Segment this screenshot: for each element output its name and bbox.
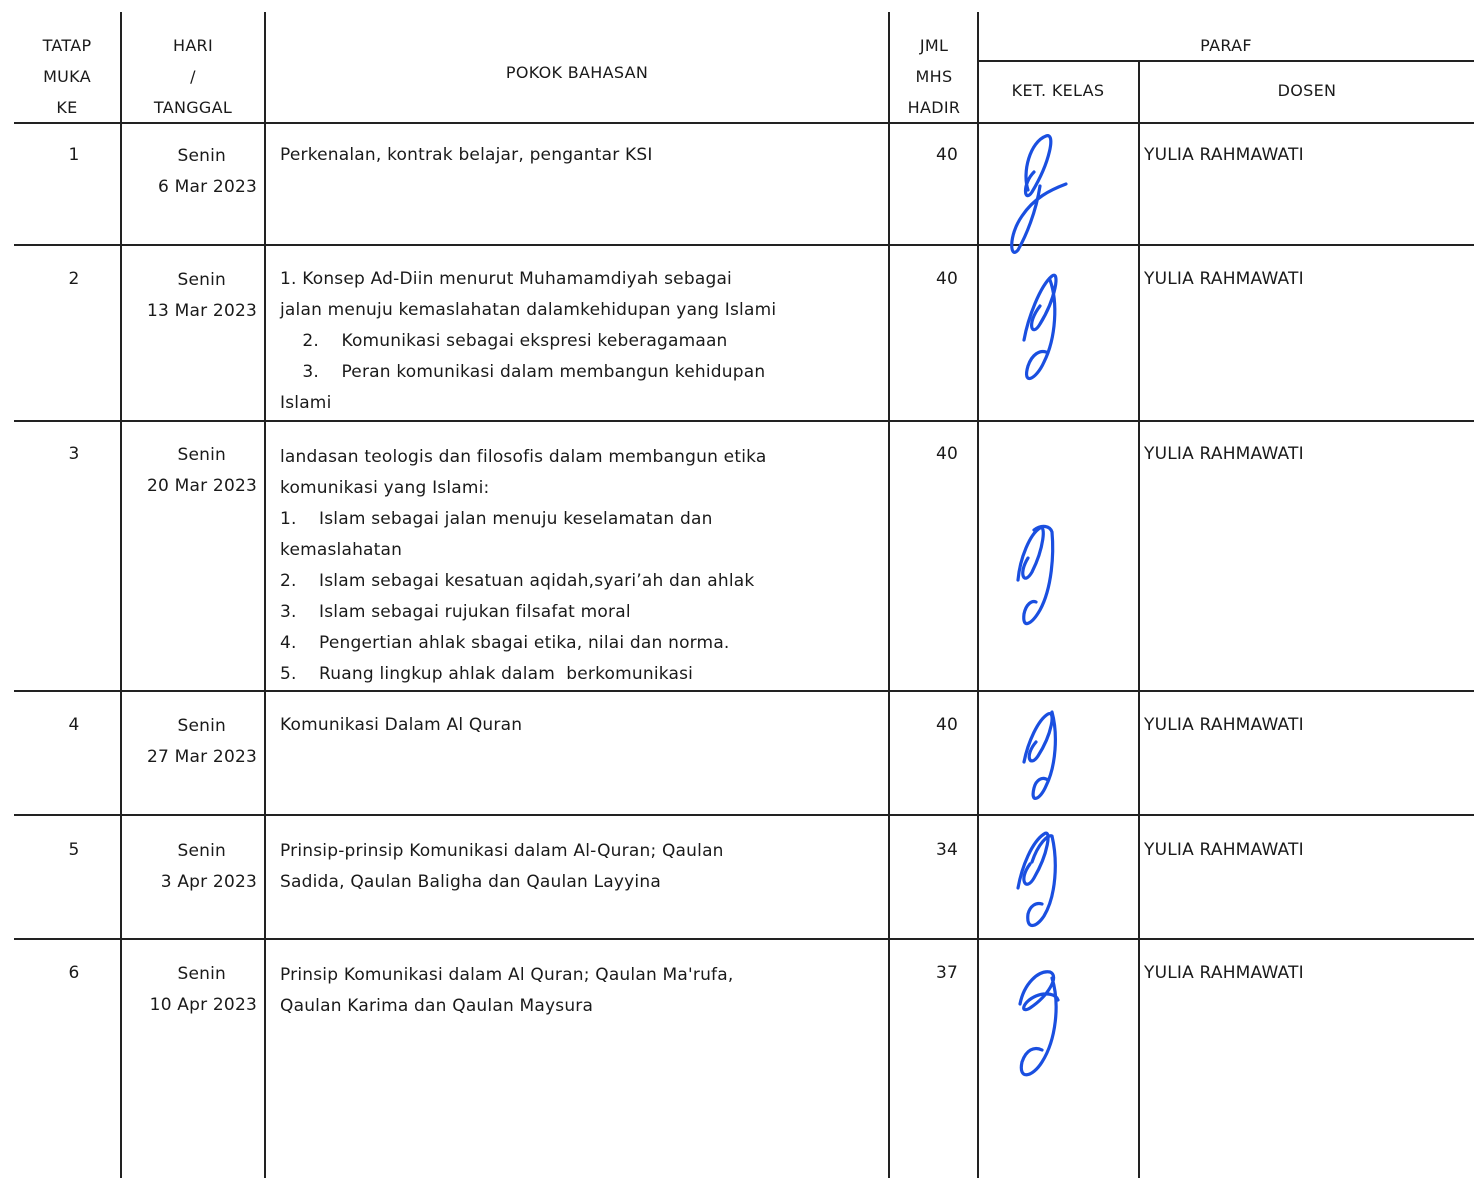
rule-col-3: [888, 12, 890, 1178]
signature-row-1: [1000, 132, 1080, 260]
rule-col-2: [264, 12, 266, 1178]
header-hari-line: TANGGAL: [153, 98, 233, 117]
rule-col-4: [977, 12, 979, 1178]
row-6-topic: [280, 960, 733, 1022]
row-1-number: 1: [68, 145, 80, 165]
header-tatap: [14, 30, 120, 123]
row-2-number: 2: [68, 269, 80, 289]
row-2-topic: [280, 264, 776, 419]
row-4-number: 4: [68, 715, 80, 735]
signature-row-6: [1006, 964, 1074, 1084]
row-2-day: Senin: [177, 270, 226, 290]
row-1-dosen: YULIA RAHMAWATI: [1144, 145, 1304, 165]
row-4-dosen: YULIA RAHMAWATI: [1144, 715, 1304, 735]
topic-line: Perkenalan, kontrak belajar, pengantar KSI: [280, 145, 653, 165]
topic-line: kemaslahatan: [280, 540, 403, 560]
row-3-jml: 40: [935, 444, 958, 464]
header-jml: [890, 30, 978, 123]
topic-line: 1. Islam sebagai jalan menuju keselamatan dan: [280, 509, 713, 529]
topic-line: 1. Konsep Ad-Diin menurut Muhamamdiyah sebagai: [280, 269, 732, 289]
topic-line: jalan menuju kemaslahatan dalamkehidupan yang Islami: [280, 300, 777, 320]
row-3-dosen: YULIA RAHMAWATI: [1144, 444, 1304, 464]
row-2-date: 13 Mar 2023: [147, 301, 257, 321]
row-6-dosen: YULIA RAHMAWATI: [1144, 963, 1304, 983]
header-jml-line: JML: [919, 36, 949, 55]
row-2-dosen: YULIA RAHMAWATI: [1144, 269, 1304, 289]
row-6-number: 6: [68, 963, 80, 983]
topic-line: Sadida, Qaulan Baligha dan Qaulan Layyina: [280, 872, 661, 892]
row-5-topic: [280, 836, 724, 898]
row-4-day: Senin: [177, 716, 226, 736]
signature-row-3: [1006, 518, 1076, 634]
row-3-topic: [280, 442, 766, 690]
row-1-day: Senin: [177, 146, 226, 166]
header-tatap-line: TATAP: [42, 36, 92, 55]
row-3-day: Senin: [177, 445, 226, 465]
header-jml-line: MHS: [915, 67, 953, 86]
row-2-jml: 40: [935, 269, 958, 289]
topic-line: 2. Islam sebagai kesatuan aqidah,syari’ah dan ahlak: [280, 571, 755, 591]
topic-line: 5. Ruang lingkup ahlak dalam berkomunikasi: [280, 664, 694, 684]
row-1-jml: 40: [935, 145, 958, 165]
rule-row-1: [14, 244, 1474, 246]
row-6-day: Senin: [177, 964, 226, 984]
rule-row-4: [14, 814, 1474, 816]
rule-row-5: [14, 938, 1474, 940]
row-4-date: 27 Mar 2023: [147, 747, 257, 767]
row-5-dosen: YULIA RAHMAWATI: [1144, 840, 1304, 860]
topic-line: 3. Islam sebagai rujukan filsafat moral: [280, 602, 631, 622]
topic-line: Prinsip-prinsip Komunikasi dalam Al-Quran; Qaulan: [280, 841, 724, 861]
signature-row-4: [1012, 704, 1076, 808]
signature-row-2: [1010, 262, 1080, 390]
signature-row-5: [1008, 822, 1076, 932]
row-6-date: 10 Apr 2023: [149, 995, 257, 1015]
rule-col-5: [1138, 60, 1140, 1178]
row-5-number: 5: [68, 840, 80, 860]
header-pokok: POKOK BAHASAN: [505, 63, 649, 82]
topic-line: 3. Peran komunikasi dalam membangun kehidupan: [280, 362, 766, 382]
row-3-date: 20 Mar 2023: [147, 476, 257, 496]
row-1-date: 6 Mar 2023: [158, 177, 257, 197]
row-4-jml: 40: [935, 715, 958, 735]
topic-line: komunikasi yang Islami:: [280, 478, 490, 498]
header-jml-line: HADIR: [907, 98, 961, 117]
row-6-jml: 37: [935, 963, 958, 983]
topic-line: 4. Pengertian ahlak sbagai etika, nilai dan norma.: [280, 633, 730, 653]
topic-line: Qaulan Karima dan Qaulan Maysura: [280, 996, 594, 1016]
header-dosen: DOSEN: [1277, 81, 1337, 100]
header-paraf: PARAF: [1200, 36, 1252, 55]
topic-line: Islami: [280, 393, 332, 413]
header-hari-line: /: [190, 67, 196, 86]
header-hari-line: HARI: [172, 36, 213, 55]
topic-line: 2. Komunikasi sebagai ekspresi keberagamaan: [280, 331, 728, 351]
header-tatap-line: MUKA: [43, 67, 91, 86]
header-ket-kelas: KET. KELAS: [1011, 81, 1105, 100]
row-5-day: Senin: [177, 841, 226, 861]
topic-line: landasan teologis dan filosofis dalam membangun etika: [280, 447, 767, 467]
row-3-number: 3: [68, 444, 80, 464]
topic-line: Komunikasi Dalam Al Quran: [280, 715, 523, 735]
row-5-date: 3 Apr 2023: [160, 872, 257, 892]
header-hari: [122, 30, 264, 123]
rule-row-3: [14, 690, 1474, 692]
header-tatap-line: KE: [56, 98, 78, 117]
rule-row-2: [14, 420, 1474, 422]
row-1-topic: [280, 140, 653, 171]
row-4-topic: [280, 710, 522, 741]
topic-line: Prinsip Komunikasi dalam Al Quran; Qaulan Ma'rufa,: [280, 965, 734, 985]
row-5-jml: 34: [935, 840, 958, 860]
